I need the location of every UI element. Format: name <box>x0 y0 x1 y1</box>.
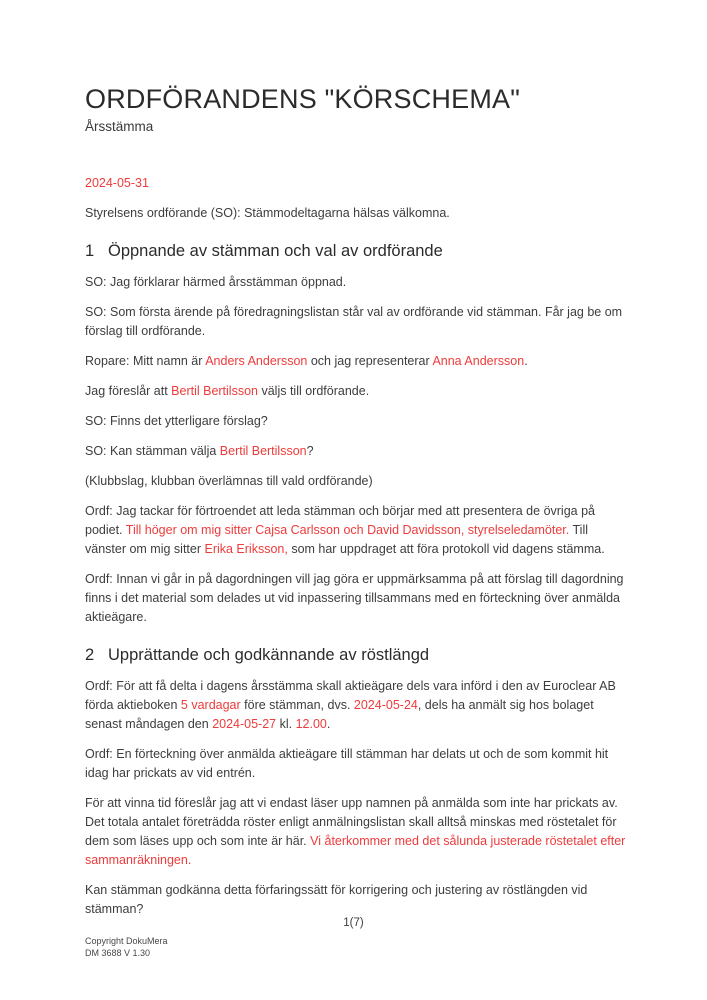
heading-number: 2 <box>85 646 95 664</box>
body-text: SO: Som första ärende på föredragningslistan står val av ordförande vid stämman. Får jag be om förslag till ordförande. <box>85 305 623 338</box>
body-text: För att vinna tid föreslår jag att vi endast läser upp namnen på anmälda som inte har prickats av. Det totala antalet företrädda röster enligt anmälningslistan skall alltså minskas med röstetalet för dem som läses upp och som inte är här. <box>85 796 618 848</box>
footer-copyright <box>85 936 168 959</box>
heading-number: 1 <box>85 242 95 260</box>
section-heading <box>85 240 626 262</box>
paragraph <box>85 745 626 783</box>
paragraph <box>85 881 626 919</box>
highlighted-text: 2024-05-24 <box>353 698 418 712</box>
paragraph <box>85 382 626 401</box>
body-text: Ordf: Innan vi går in på dagordningen vill jag göra er uppmärksamma på att förslag till dagordning finns i det material som delades ut vid inpassering tillsammans med en förteckning över anmälda aktieägare. <box>85 572 624 624</box>
highlighted-text: Till höger om mig sitter Cajsa Carlsson och David Davidsson, styrelseledamöter. <box>125 523 570 537</box>
copyright-line: Copyright DokuMera <box>85 936 168 946</box>
body-text: väljs till ordförande. <box>258 384 370 398</box>
paragraph <box>85 273 626 292</box>
highlighted-text: Vi återkommer med det sålunda justerade röstetalet efter sammanräkningen. <box>85 834 626 867</box>
body-text: Jag föreslår att <box>85 384 172 398</box>
paragraph <box>85 472 626 491</box>
body-text: Ordf: För att få delta i dagens årsstämma skall aktieägare dels vara införd i den av Euroclear AB förda aktieboken <box>85 679 616 712</box>
document-flow <box>85 204 626 919</box>
heading-text: Upprättande och godkännande av röstlängd <box>108 646 430 664</box>
highlighted-text: 5 vardagar <box>180 698 241 712</box>
body-text: . <box>524 354 528 368</box>
body-text: (Klubbslag, klubban överlämnas till vald ordförande) <box>85 474 373 488</box>
body-text: , dels ha anmält sig hos bolaget senast måndagen den <box>85 698 594 731</box>
paragraph <box>85 677 626 734</box>
body-text: som har uppdraget att föra protokoll vid dagens stämma. <box>287 542 605 556</box>
paragraph <box>85 412 626 431</box>
document-id: DM 3688 V 1.30 <box>85 947 151 958</box>
paragraph <box>85 352 626 371</box>
paragraph <box>85 570 626 627</box>
highlighted-text: Bertil Bertilsson <box>171 384 258 398</box>
body-text: och jag representerar <box>307 354 433 368</box>
highlighted-text: 12.00 <box>295 717 327 731</box>
page-subtitle: Årsstämma <box>85 119 154 134</box>
document-page <box>85 0 626 919</box>
paragraph <box>85 794 626 870</box>
body-text: Ordf: En förteckning över anmälda aktieägare till stämman har delats ut och de som kommit hit idag har prickats av vid entrén. <box>85 747 609 780</box>
paragraph <box>85 502 626 559</box>
body-text: före stämman, dvs. <box>240 698 354 712</box>
body-text: . <box>326 717 331 731</box>
highlighted-text: Anders Andersson <box>205 354 308 368</box>
document-date: 2024-05-31 <box>85 176 149 190</box>
body-text: Ordf: Jag tackar för förtroendet att leda stämman och börjar med att presentera de övriga på podiet. <box>85 504 595 537</box>
highlighted-text: Erika Eriksson, <box>204 542 288 556</box>
heading-text: Öppnande av stämman och val av ordförande <box>108 242 443 260</box>
body-text: Styrelsens ordförande (SO): Stämmodeltagarna hälsas välkomna. <box>85 206 450 220</box>
body-text: Till vänster om mig sitter <box>85 523 588 556</box>
page-title: ORDFÖRANDENS "KÖRSCHEMA" <box>85 84 521 114</box>
paragraph <box>85 204 626 223</box>
body-text: SO: Finns det ytterligare förslag? <box>85 414 268 428</box>
highlighted-text: Anna Andersson <box>432 354 525 368</box>
highlighted-text: 2024-05-27 <box>212 717 277 731</box>
body-text: ? <box>306 444 314 458</box>
highlighted-text: Bertil Bertilsson <box>219 444 307 458</box>
body-text: Ropare: Mitt namn är <box>85 354 206 368</box>
paragraph <box>85 442 626 461</box>
body-text: kl. <box>276 717 296 731</box>
body-text: SO: Kan stämman välja <box>85 444 220 458</box>
body-text: Kan stämman godkänna detta förfaringssätt för korrigering och justering av röstlängden vid stämman? <box>85 883 588 916</box>
body-text: SO: Jag förklarar härmed årsstämman öppnad. <box>85 275 347 289</box>
paragraph <box>85 303 626 341</box>
section-heading <box>85 644 626 666</box>
page-number: 1(7) <box>343 917 364 929</box>
